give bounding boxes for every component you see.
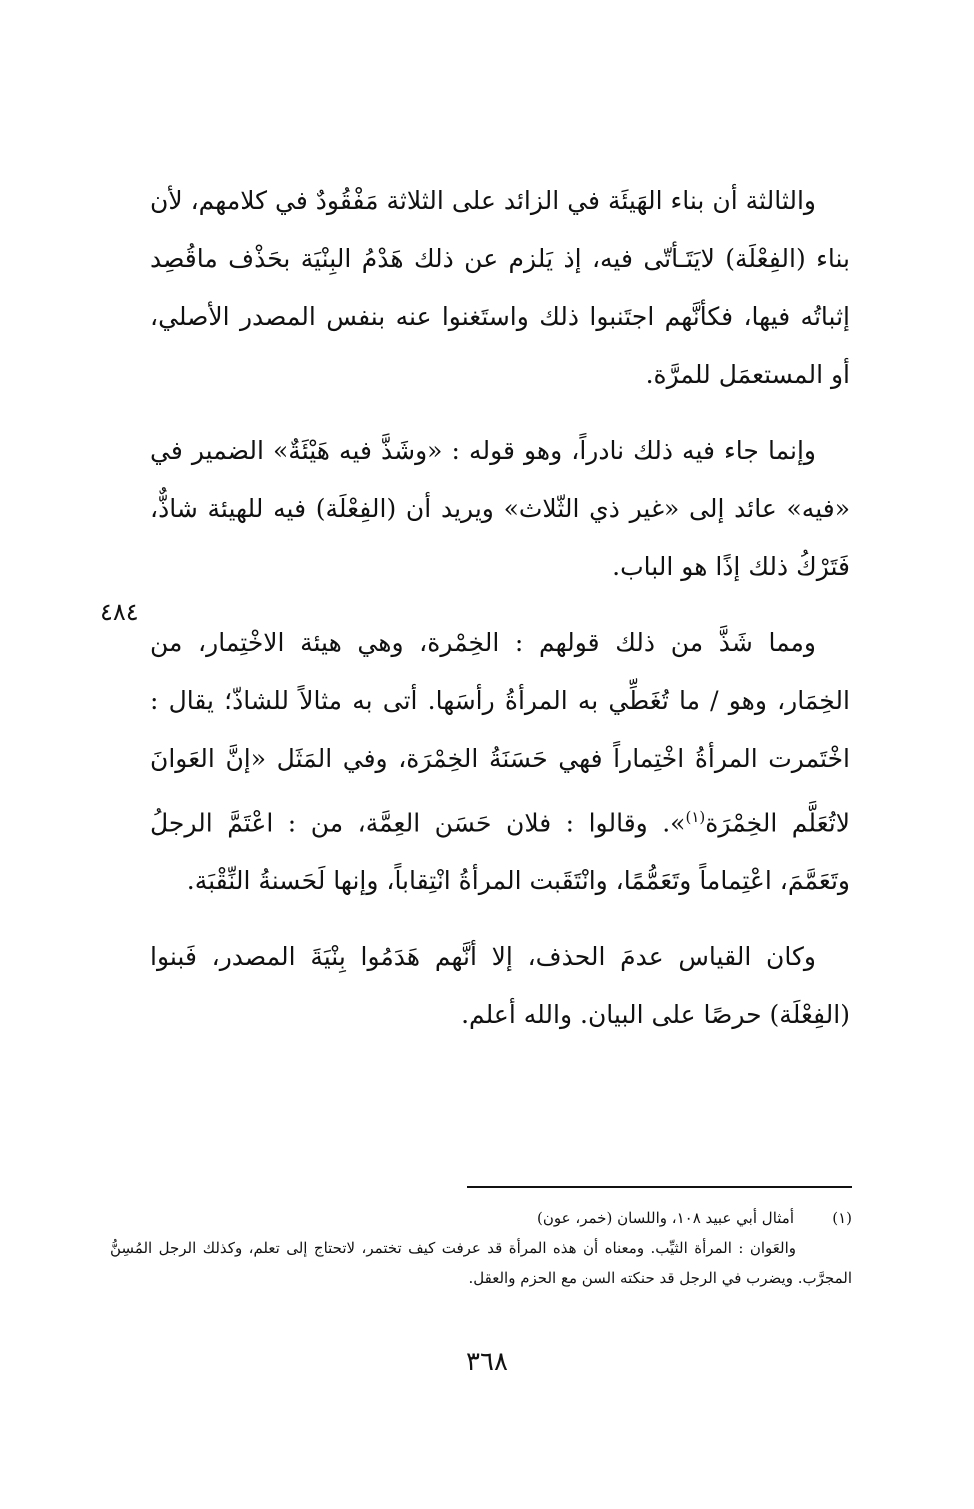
- footnote-marker: (١): [832, 1209, 852, 1227]
- paragraph-3-tail: ». وقالوا : فلان حَسَن العِمَّة، من : اعْتَمَّ الرجلُ وتَعَمَّمَ، اعْتِماماً وتَعَمُّمًا، وانْتَقَبت المرأةُ انْتِقاباً، وإنها لَحَسنةُ النِّقْبَة.: [150, 808, 850, 896]
- footnote-source-line: [110, 1203, 852, 1233]
- paragraph-3-text: ومما شَذَّ من ذلك قولهم : الخِمْرة، وهي هيئة الاخْتِمار، من الخِمَار، وهو / ما تُغَطِّي به المرأةُ رأسَها. أتى به مثالاً للشاذّ؛ يقال : اخْتَمرت المرأةُ اخْتِماراً فهي حَسَنَةُ الخِمْرَة، وفي المَثَل «إنَّ العَوانَ لاتُعَلَّم الخِمْرَة: [150, 628, 850, 838]
- footnote-reference[interactable]: (١): [685, 808, 706, 826]
- footnote-divider: [467, 1186, 852, 1188]
- paragraph-4: وكان القياس عدمَ الحذف، إلا أنَّهم هَدَمُوا بِنْيَةَ المصدر، فَبنوا (الفِعْلَة) حرصًا على البيان. والله أعلم.: [150, 942, 850, 1030]
- paragraph-1: والثالثة أن بناء الهَيئَة في الزائد على الثلاثة مَفْقُودٌ في كلامهم، لأن بناء (الفِعْلَة) لايَتَـأتّى فيه، إذ يَلزم عن ذلك هَدْمُ البِنْيَة بحَذْف ماقُصِد إثباتُه فيها، فكأنَّهم اجتَنبوا ذلك واستَغنوا عنه بنفس المصدر الأصلي، أو المستعمَل للمرَّة.: [150, 186, 850, 389]
- paragraph-3: [150, 614, 850, 910]
- paragraph-2: وإنما جاء فيه ذلك نادراً، وهو قوله : «وشَذَّ فيه هَيْئَةٌ» الضمير في «فيه» عائد إلى «غير ذي الثّلاث» ويريد أن (الفِعْلَة) فيه للهيئة شاذٌّ، فَتَرْكُ ذلك إذًا هو الباب.: [150, 436, 850, 581]
- footnote-explanation: والعَوان : المرأة الثيِّب. ومعناه أن هذه المرأة قد عرفت كيف تختمر، لاتحتاج إلى تعلم، وكذلك الرجل المُسِنُّ المجرَّب. ويضرب في الرجل قد حنكته السن مع الحزم والعقل.: [110, 1239, 852, 1287]
- footnote: [110, 1203, 852, 1293]
- page-number: ٣٦٨: [466, 1347, 508, 1377]
- footnote-source: أمثال أبي عبيد ١٠٨، واللسان (خمر، عون): [537, 1209, 794, 1227]
- main-text: [150, 172, 850, 1062]
- manuscript-margin-number: ٤٨٤: [100, 598, 139, 626]
